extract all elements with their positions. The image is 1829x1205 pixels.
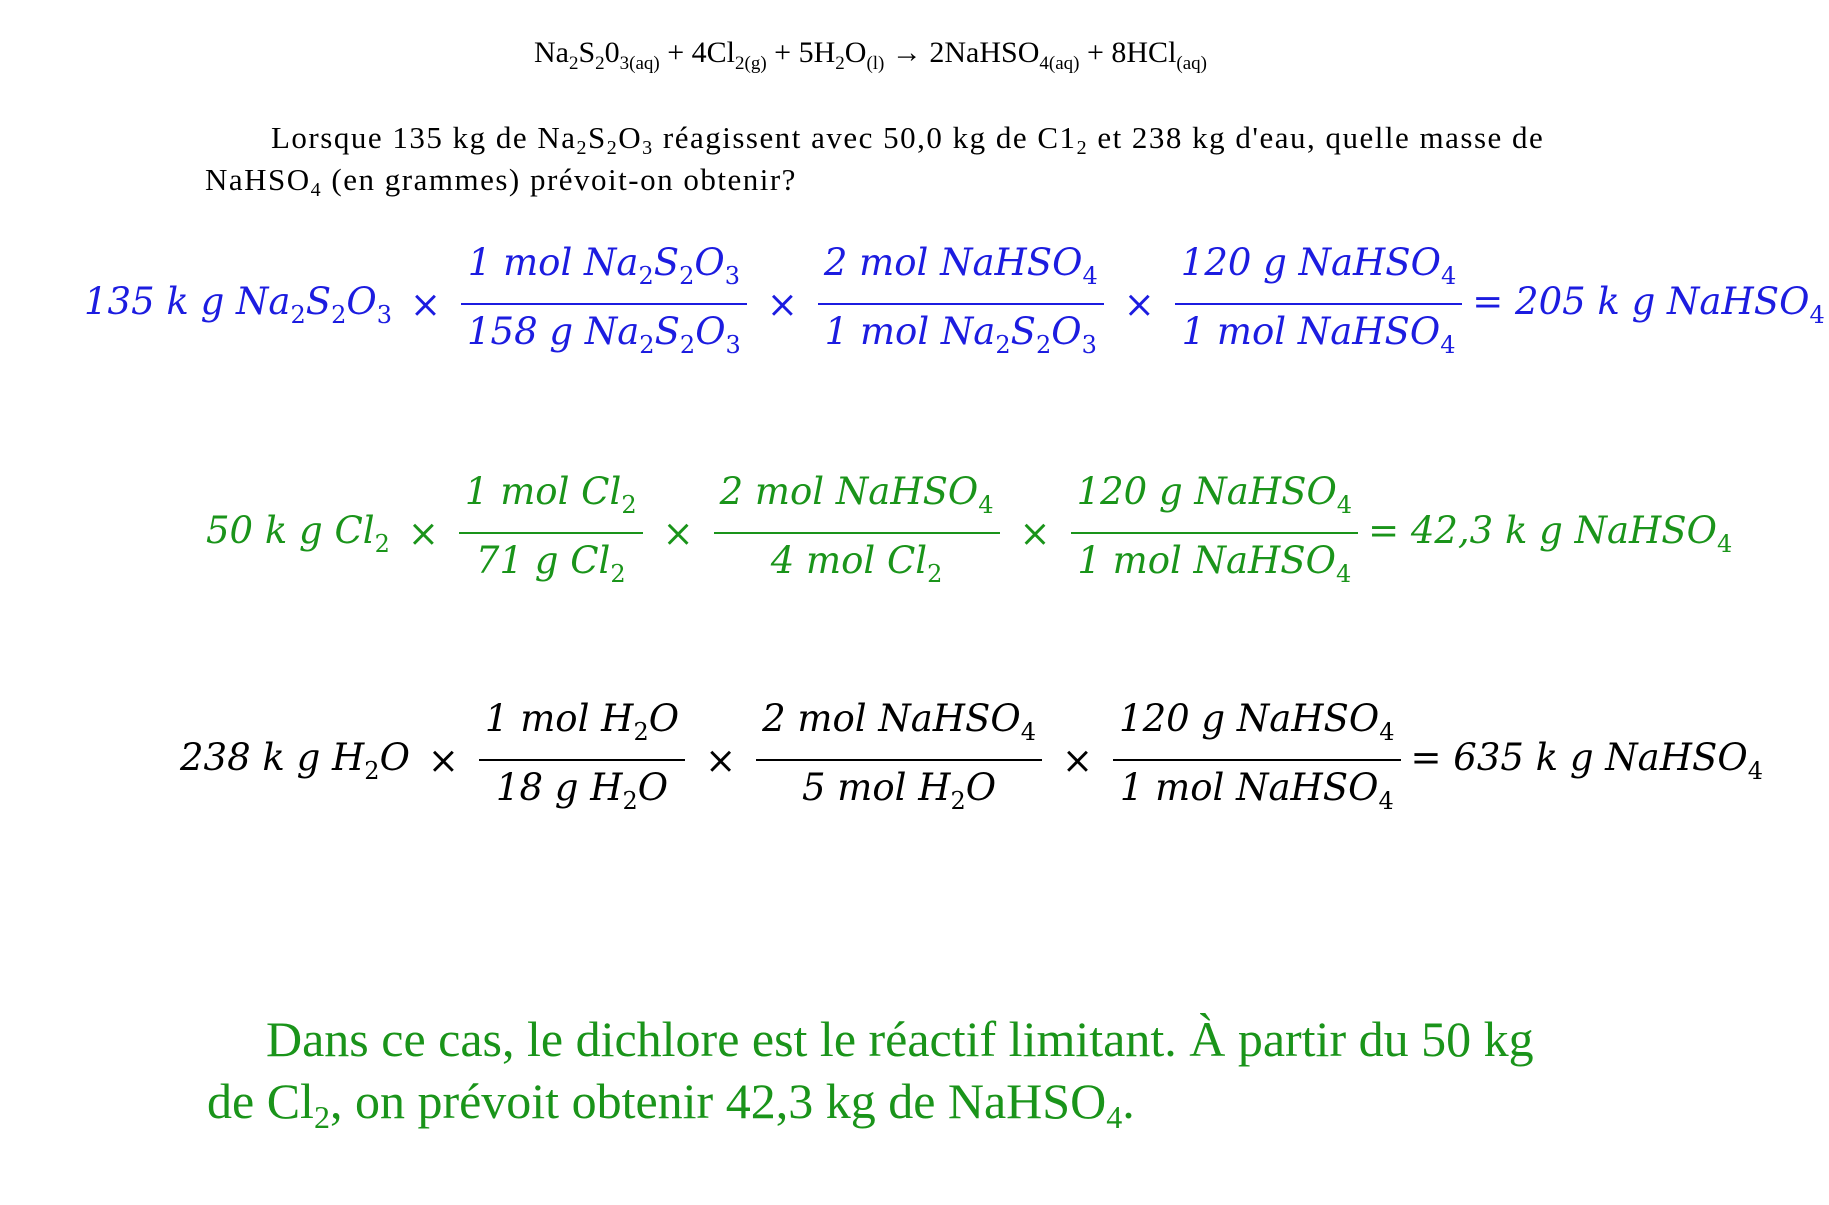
conversion-fraction [818,236,1104,372]
calc-result: = 635 k g NaHSO$_4$ [1410,735,1763,785]
calc-result: = 205 k g NaHSO$_4$ [1472,279,1825,329]
question-line-1: Lorsque 135 kg de $Na_2S_2O_3$ réagissent avec 50,0 kg de $C1_2$ et 238 kg d'eau, quelle masse de [271,120,1545,159]
calc-start-term: 238 k g $H_2O$ [180,735,410,785]
fraction-denominator: 5 mol $H_2O$ [801,766,997,815]
times-sign: × [662,511,694,555]
times-sign: × [1123,282,1155,326]
times-sign: × [407,511,439,555]
times-sign: × [705,738,737,782]
calculation-cl2 [202,465,1736,601]
times-sign: × [427,738,459,782]
calc-result: = 42,3 k g NaHSO$_4$ [1368,508,1733,558]
conversion-fraction [461,236,747,372]
fraction-numerator: 1 mol $H_2O$ [484,697,680,746]
fraction-denominator: 158 g $Na_2S_2O_3$ [467,310,741,359]
conversion-fraction [756,692,1042,828]
calc-start-term: 50 k g $Cl_2$ [206,508,390,558]
conclusion-line-1: Dans ce cas, le dichlore est le réactif limitant. À partir du 50 kg [266,1011,1534,1067]
calculation-h2o [176,692,1767,828]
fraction-denominator: 18 g $H_2O$ [495,766,669,815]
conversion-fraction [1071,465,1359,601]
fraction-denominator: 1 mol NaHSO$_4$ [1181,310,1456,359]
fraction-denominator: 1 mol NaHSO$_4$ [1077,539,1352,588]
fraction-numerator: 120 g NaHSO$_4$ [1180,241,1457,290]
times-sign: × [1019,511,1051,555]
fraction-numerator: 2 mol NaHSO$_4$ [719,470,994,519]
conversion-fraction [1175,236,1463,372]
question-line-2: NaHSO$_4$ (en grammes) prévoit-on obtenir? [205,162,797,201]
calc-start-term: 135 k g $Na_2S_2O_3$ [84,279,392,329]
times-sign: × [410,282,442,326]
fraction-numerator: 1 mol $Cl_2$ [464,470,637,519]
fraction-numerator: 2 mol NaHSO$_4$ [823,241,1098,290]
calculation-na2s2o3 [80,236,1829,372]
fraction-numerator: 2 mol NaHSO$_4$ [762,697,1037,746]
fraction-numerator: 120 g NaHSO$_4$ [1119,697,1395,746]
chemical-equation: $Na_2S_20_{3(aq)} + 4Cl_{2(g)} + 5H_2O_{(l)}$ → 2NaHSO$_{4(aq)}$ + 8HCl$_{(aq)}$ [533,36,1207,74]
fraction-numerator: 1 mol $Na_2S_2O_3$ [467,241,741,290]
conclusion-line-2: de $Cl_2$, on prévoit obtenir 42,3 kg de NaHSO$_4$. [207,1073,1135,1135]
conversion-fraction [459,465,643,601]
conversion-fraction [714,465,1000,601]
fraction-denominator: 1 mol NaHSO$_4$ [1119,766,1394,815]
fraction-numerator: 120 g NaHSO$_4$ [1076,470,1353,519]
conversion-fraction [479,692,685,828]
times-sign: × [766,282,798,326]
conversion-fraction [1113,692,1401,828]
times-sign: × [1062,738,1094,782]
fraction-denominator: 1 mol $Na_2S_2O_3$ [824,310,1097,359]
fraction-denominator: 71 g $Cl_2$ [475,539,626,588]
fraction-denominator: 4 mol $Cl_2$ [770,539,943,588]
